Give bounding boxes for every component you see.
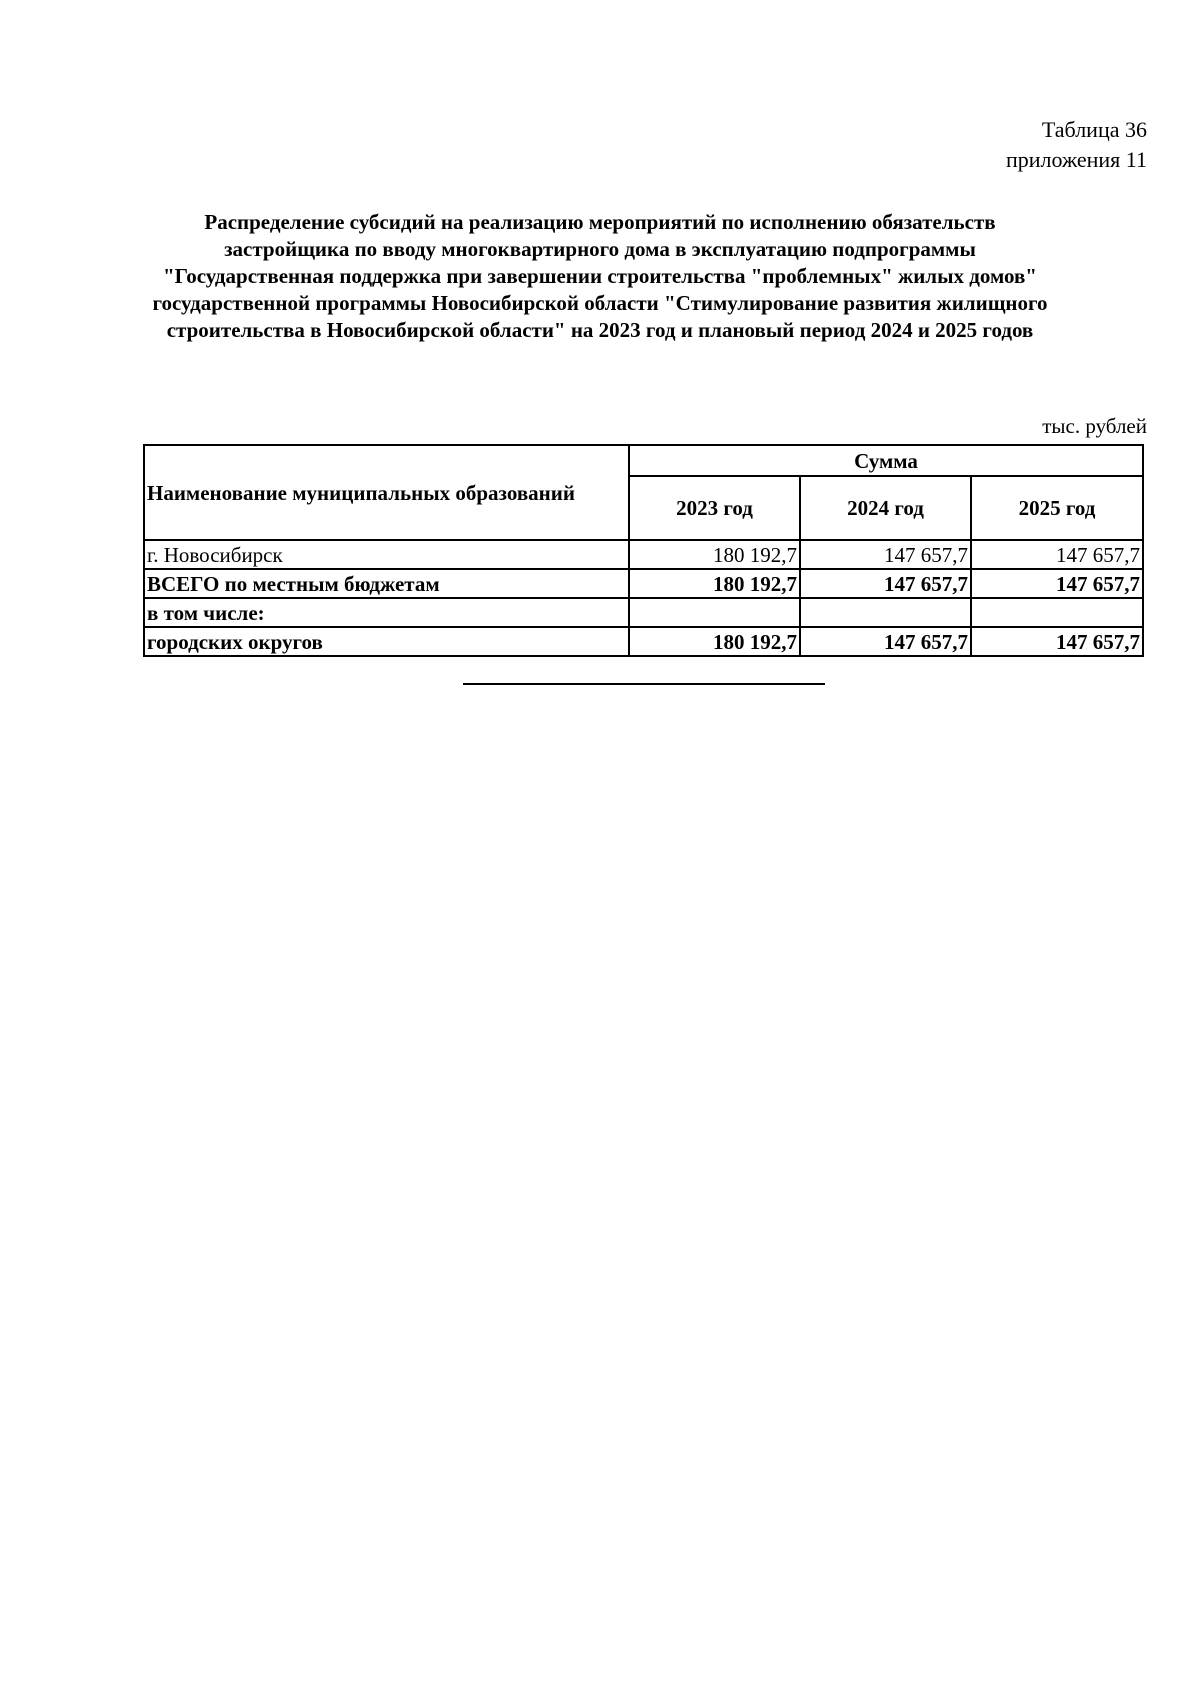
amount-cell: 180 192,7 [629,540,800,569]
title-line: Распределение субсидий на реализацию мероприятий по исполнению обязательств [204,210,996,234]
subsidy-table [143,444,1144,657]
year-column-header: 2023 год [629,476,800,540]
sum-column-header: Сумма [629,445,1143,476]
table-row [144,540,1143,569]
table-row [144,598,1143,627]
municipality-column-header: Наименование муниципальных образований [144,445,629,540]
table-row [144,627,1143,656]
municipality-name: г. Новосибирск [144,540,629,569]
units-label: тыс. рублей [1042,414,1147,438]
table-reference [1006,115,1147,175]
table-number: Таблица 36 [1041,117,1147,142]
title-line: застройщика по вводу многоквартирного дома в эксплуатацию подпрограммы [224,237,976,261]
amount-cell: 147 657,7 [800,540,971,569]
table-header-row [144,445,1143,476]
municipality-name: в том числе: [144,598,629,627]
amount-cell: 147 657,7 [971,627,1143,656]
end-of-table-rule [463,683,825,685]
municipality-name: городских округов [144,627,629,656]
year-column-header: 2024 год [800,476,971,540]
table-row [144,569,1143,598]
amount-cell: 147 657,7 [800,569,971,598]
amount-cell: 147 657,7 [971,569,1143,598]
amount-cell: 147 657,7 [800,627,971,656]
amount-cell: 147 657,7 [971,540,1143,569]
amount-cell [971,598,1143,627]
year-column-header: 2025 год [971,476,1143,540]
title-line: "Государственная поддержка при завершении строительства "проблемных" жилых домов" [163,264,1037,288]
amount-cell: 180 192,7 [629,627,800,656]
amount-cell: 180 192,7 [629,569,800,598]
amount-cell [800,598,971,627]
title-line: строительства в Новосибирской области" на 2023 год и плановый период 2024 и 2025 годов [166,318,1034,342]
amount-cell [629,598,800,627]
appendix-number: приложения 11 [1005,147,1147,172]
title-line: государственной программы Новосибирской области "Стимулирование развития жилищного [152,291,1048,315]
document-title [140,209,1060,344]
municipality-name: ВСЕГО по местным бюджетам [144,569,629,598]
